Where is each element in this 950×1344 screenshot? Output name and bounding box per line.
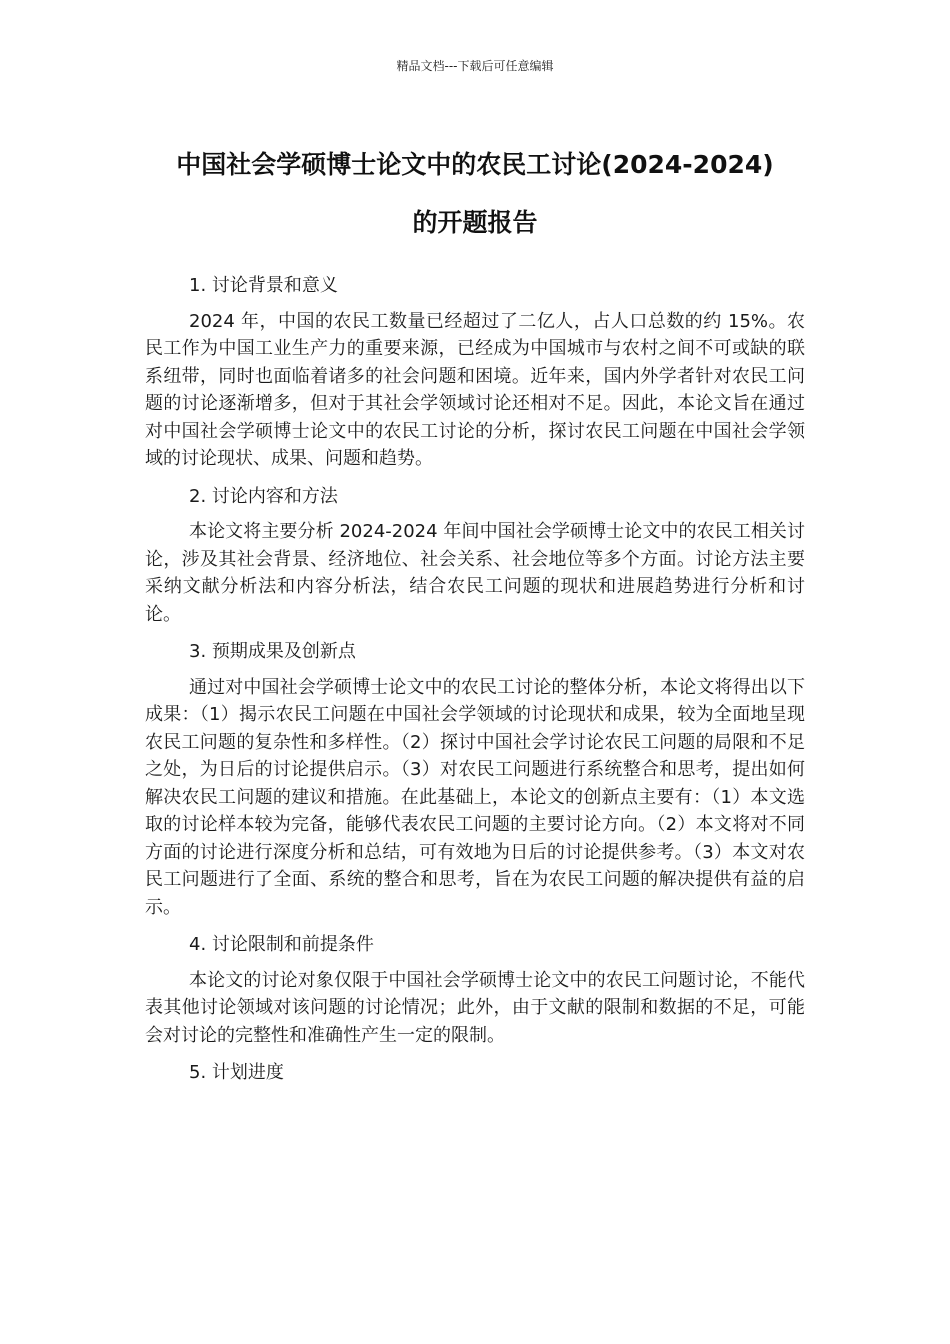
section-paragraph: 2024 年，中国的农民工数量已经超过了二亿人，占人口总数的约 15%。农民工作为中国工业生产力的重要来源，已经成为中国城市与农村之间不可或缺的联系纽带，同时也面临着诸多的社会问题和困境。近年来，国内外学者针对农民工问题的讨论逐渐增多，但对于其社会学领域讨论还相对不足。因此，本论文旨在通过对中国社会学硕博士论文中的农民工讨论的分析，探讨农民工问题在中国社会学领域的讨论现状、成果、问题和趋势。 <box>145 310 805 469</box>
section-heading: 3. 预期成果及创新点 <box>189 641 356 662</box>
section-paragraph: 本论文将主要分析 2024-2024 年间中国社会学硕博士论文中的农民工相关讨论，涉及其社会背景、经济地位、社会关系、社会地位等多个方面。讨论方法主要采纳文献分析法和内容分析法，结合农民工问题的现状和进展趋势进行分析和讨论。 <box>145 521 805 625</box>
section-heading: 5. 计划进度 <box>189 1062 284 1083</box>
section-5 <box>145 1059 805 1087</box>
section-4 <box>145 931 805 1059</box>
document-title <box>120 136 830 252</box>
title-line-2: 的开题报告 <box>412 208 538 237</box>
section-2 <box>145 483 805 639</box>
document-body <box>145 272 805 1087</box>
section-heading: 2. 讨论内容和方法 <box>189 485 338 507</box>
section-paragraph: 通过对中国社会学硕博士论文中的农民工讨论的整体分析，本论文将得出以下成果：（1）揭示农民工问题在中国社会学领域的讨论现状和成果，较为全面地呈现农民工问题的复杂性和多样性。（2）探讨中国社会学讨论农民工问题的局限和不足之处，为日后的讨论提供启示。（3）对农民工问题进行系统整合和思考，提出如何解决农民工问题的建议和措施。在此基础上，本论文的创新点主要有：（1）本文选取的讨论样本较为完备，能够代表农民工问题的主要讨论方向。（2）本文将对不同方面的讨论进行深度分析和总结，可有效地为日后的讨论提供参考。（3）本文对农民工问题进行了全面、系统的整合和思考，旨在为农民工问题的解决提供有益的启示。 <box>145 676 805 918</box>
title-line-1: 中国社会学硕博士论文中的农民工讨论(2024-2024) <box>176 150 774 179</box>
section-paragraph: 本论文的讨论对象仅限于中国社会学硕博士论文中的农民工问题讨论，不能代表其他讨论领域对该问题的讨论情况；此外，由于文献的限制和数据的不足，可能会对讨论的完整性和准确性产生一定的限制。 <box>145 969 805 1046</box>
section-1 <box>145 272 805 483</box>
page-header: 精品文档---下载后可任意编辑 <box>396 59 554 73</box>
section-heading: 1. 讨论背景和意义 <box>189 275 338 296</box>
section-3 <box>145 638 805 931</box>
section-heading: 4. 讨论限制和前提条件 <box>189 934 374 955</box>
